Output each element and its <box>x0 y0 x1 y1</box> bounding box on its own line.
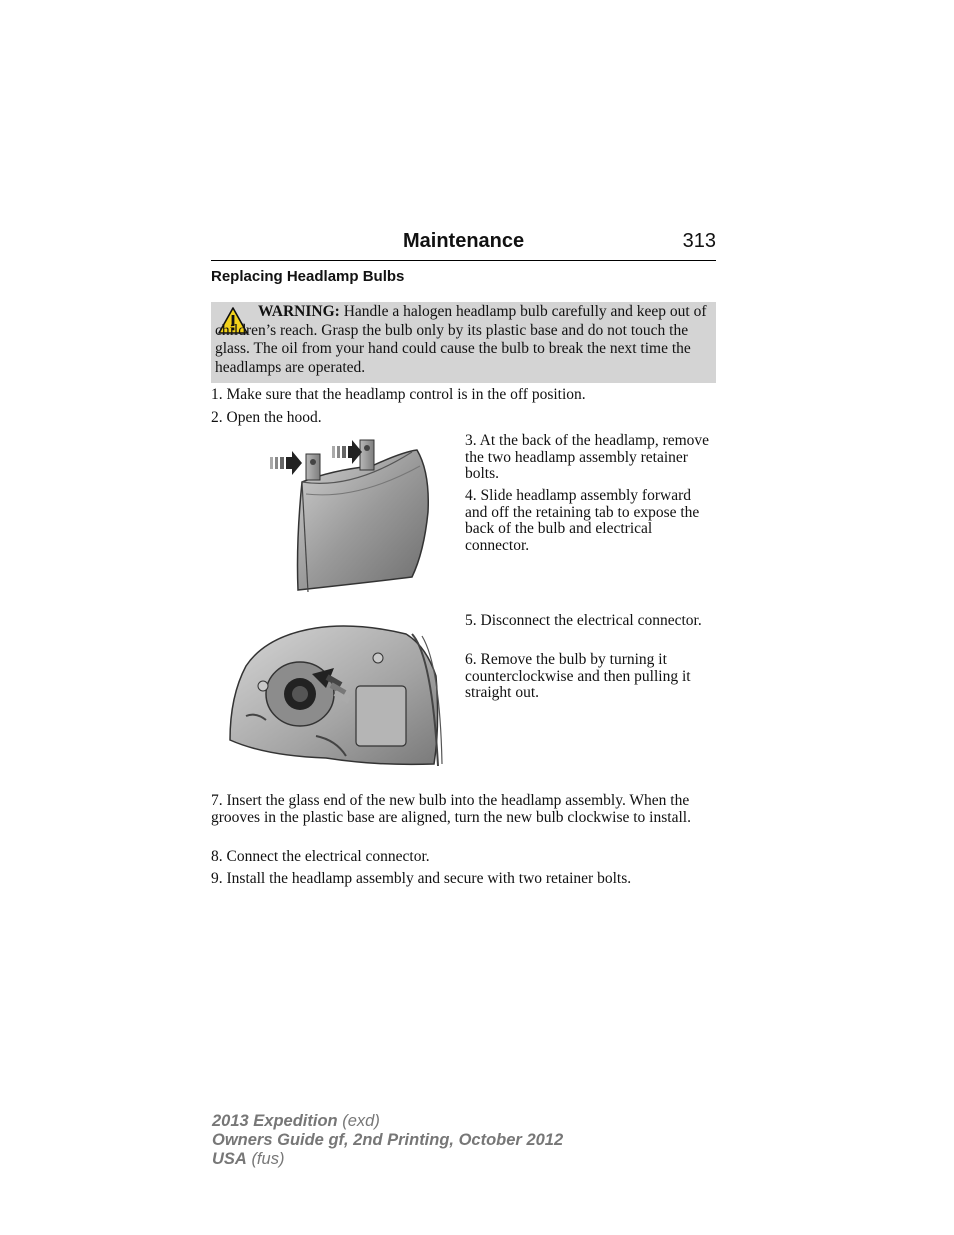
step-2: 2. Open the hood. <box>211 409 322 426</box>
arrow-icon <box>332 440 362 464</box>
headlamp-rear-bulb-illustration <box>226 616 446 772</box>
warning-label: WARNING: <box>258 303 340 320</box>
step-1: 1. Make sure that the headlamp control is in the off position. <box>211 386 586 403</box>
warning-body: Handle a halogen headlamp bulb carefully and keep out of children’s reach. Grasp the bulb only by its plastic base and do not touch the glass. The oil from your hand could cause the bulb to break the next time the headlamps are operated. <box>215 303 707 376</box>
subsection-title: Replacing Headlamp Bulbs <box>211 268 405 285</box>
warning-text <box>215 303 710 377</box>
footer-line-1: 2013 Expedition (exd) <box>212 1112 380 1130</box>
page-header <box>211 228 716 261</box>
section-title: Maintenance <box>403 230 525 252</box>
step-6: 6. Remove the bulb by turning it counterclockwise and then pulling it straight out. <box>465 651 691 701</box>
footer-line-3: USA (fus) <box>212 1150 285 1168</box>
footer-line-2: Owners Guide gf, 2nd Printing, October 2012 <box>212 1131 564 1149</box>
page-number: 313 <box>682 230 716 252</box>
step-3: 3. At the back of the headlamp, remove the two headlamp assembly retainer bolts. <box>465 432 710 482</box>
step-4: 4. Slide headlamp assembly forward and off the retaining tab to expose the back of the bulb and electrical connector. <box>465 487 700 554</box>
warning-box <box>211 302 716 383</box>
page-footer <box>212 1112 563 1169</box>
step-8: 8. Connect the electrical connector. <box>211 848 430 865</box>
step-9: 9. Install the headlamp assembly and secure with two retainer bolts. <box>211 870 632 887</box>
step-5: 5. Disconnect the electrical connector. <box>465 612 702 629</box>
headlamp-assembly-illustration <box>262 432 437 598</box>
step-7: 7. Insert the glass end of the new bulb into the headlamp assembly. When the grooves in the plastic base are aligned, turn the new bulb clockwise to install. <box>211 792 691 826</box>
arrow-icon <box>270 451 302 475</box>
